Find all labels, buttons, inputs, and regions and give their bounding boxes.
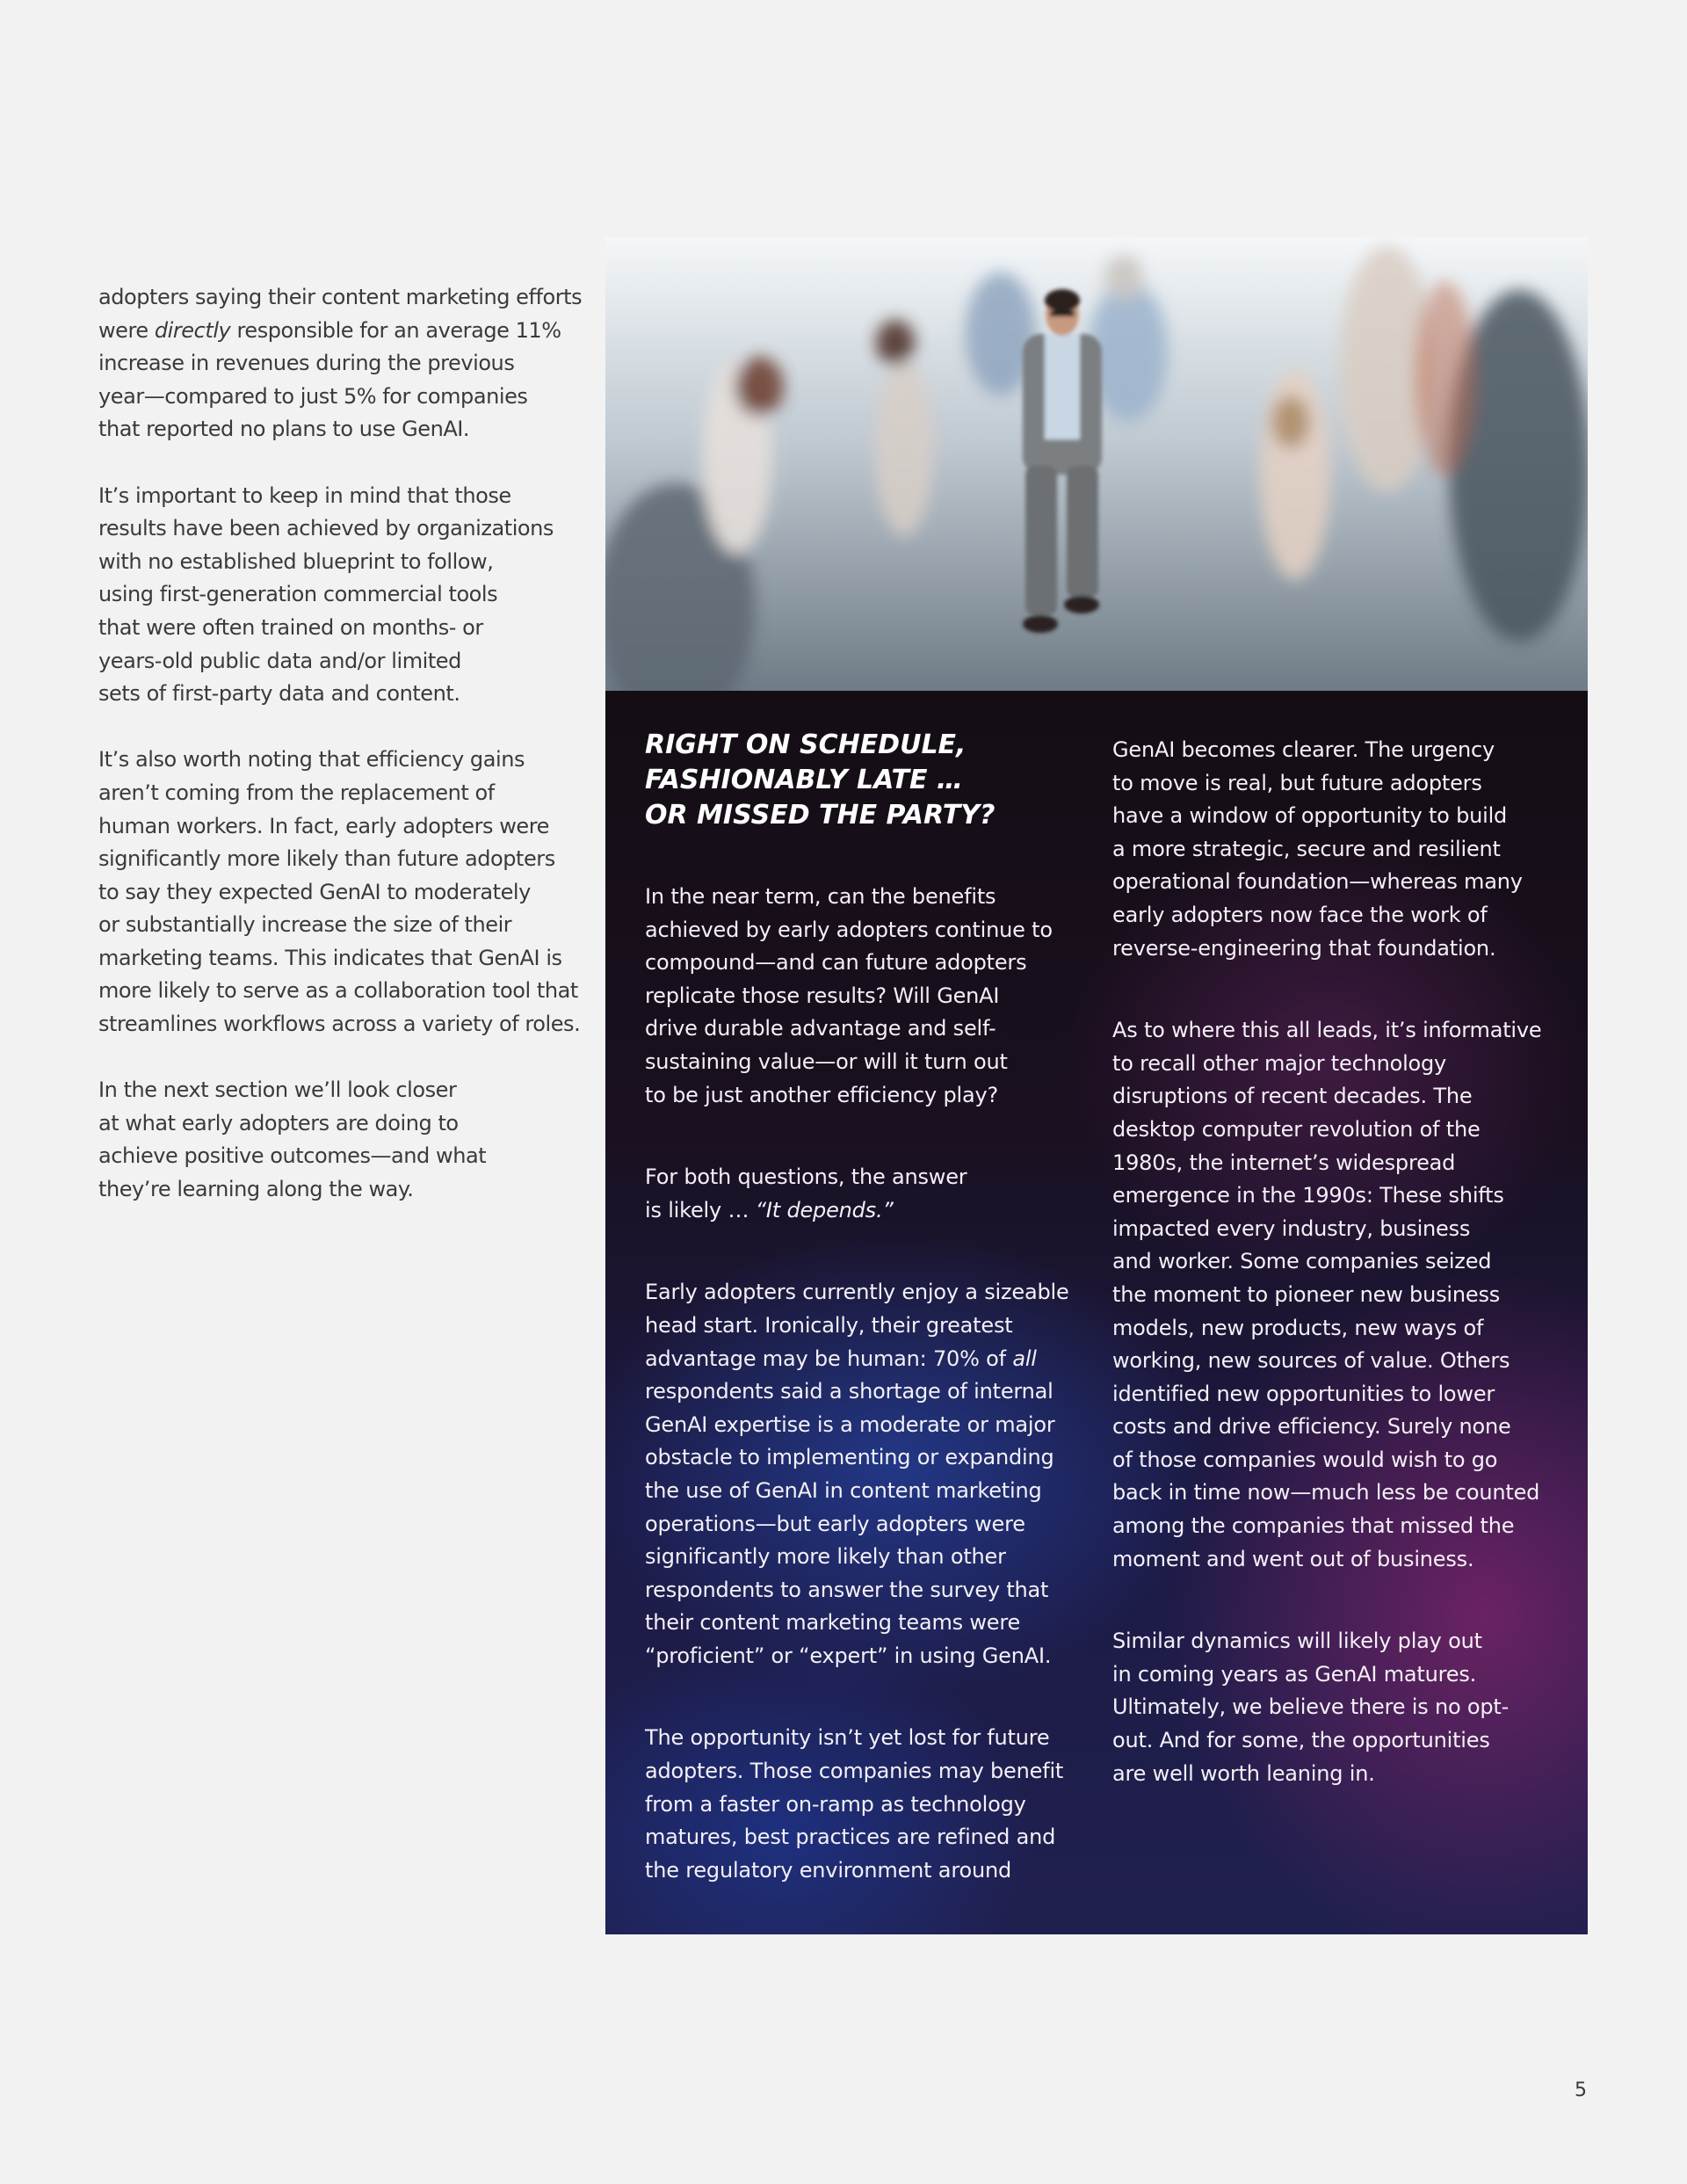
text-line: from a faster on-ramp as technology [645, 1791, 1026, 1817]
text-line: or substantially increase the size of their [98, 912, 512, 938]
left-paragraph [98, 744, 582, 1041]
text-line [645, 1194, 1075, 1228]
emphasis-text: “It depends.” [755, 1197, 894, 1223]
text-line: models, new products, new ways of [1112, 1315, 1484, 1340]
text-line [645, 1343, 1075, 1376]
emphasis-text: all [1012, 1346, 1037, 1371]
text-line: For both questions, the answer [645, 1165, 967, 1190]
panel-col1-paragraph [645, 1276, 1075, 1672]
panel-column-2 [1112, 734, 1569, 1839]
text-line: that were often trained on months- or [98, 614, 483, 640]
panel-col1-paragraph [645, 881, 1075, 1112]
text-line: results have been achieved by organizations [98, 516, 554, 541]
text-line [98, 315, 582, 348]
panel-heading [645, 728, 1075, 833]
panel-col2-paragraph [1112, 734, 1569, 965]
heading-line: RIGHT ON SCHEDULE, [645, 729, 967, 760]
panel-col1-paragraph [645, 1161, 1075, 1227]
text-line: increase in revenues during the previous [98, 351, 515, 376]
panel-col2-paragraph [1112, 1014, 1569, 1576]
text-line: a more strategic, secure and resilient [1112, 836, 1501, 861]
text-line: are well worth leaning in. [1112, 1760, 1375, 1786]
text-line: respondents said a shortage of internal [645, 1379, 1053, 1404]
text-line: using first-generation commercial tools [98, 582, 498, 607]
text-line: achieved by early adopters continue to [645, 917, 1053, 942]
text-line: In the next section we’ll look closer [98, 1077, 457, 1103]
text-line: costs and drive efficiency. Surely none [1112, 1414, 1511, 1440]
text-line: with no established blueprint to follow, [98, 548, 494, 574]
text-line: The opportunity isn’t yet lost for future [645, 1725, 1050, 1751]
text-line: early adopters now face the work of [1112, 902, 1488, 927]
text-line: drive durable advantage and self- [645, 1016, 996, 1041]
text-line: streamlines workflows across a variety of roles. [98, 1012, 581, 1037]
text-line: and worker. Some companies seized [1112, 1249, 1492, 1274]
text-line: 1980s, the internet’s widespread [1112, 1150, 1456, 1175]
text-line: out. And for some, the opportunities [1112, 1728, 1490, 1753]
left-paragraph [98, 480, 582, 711]
panel-col1-paragraph [645, 1722, 1075, 1887]
page-number: 5 [1575, 2079, 1587, 2101]
text-line: head start. Ironically, their greatest [645, 1312, 1013, 1338]
text-line: significantly more likely than other [645, 1544, 1006, 1570]
text-line: identified new opportunities to lower [1112, 1381, 1495, 1406]
text-line: to recall other major technology [1112, 1050, 1447, 1076]
text-line: achieve positive outcomes—and what [98, 1143, 487, 1169]
text-line: matures, best practices are refined and [645, 1825, 1056, 1850]
text-line: working, new sources of value. Others [1112, 1348, 1510, 1374]
text-line: have a window of opportunity to build [1112, 803, 1508, 829]
left-paragraph [98, 281, 582, 446]
panel-col2-paragraph [1112, 1625, 1569, 1790]
text-line: the moment to pioneer new business [1112, 1281, 1501, 1307]
text-line: operations—but early adopters were [645, 1511, 1025, 1536]
text-line: at what early adopters are doing to [98, 1110, 459, 1136]
text-line: moment and went out of business. [1112, 1546, 1474, 1571]
text-line: in coming years as GenAI matures. [1112, 1661, 1477, 1687]
text-line: among the companies that missed the [1112, 1513, 1515, 1539]
text-line: to move is real, but future adopters [1112, 770, 1482, 795]
left-paragraph [98, 1074, 582, 1206]
blurred-crowd-image [605, 237, 1588, 691]
text-line: disruptions of recent decades. The [1112, 1084, 1473, 1109]
text-line: to be just another efficiency play? [645, 1082, 999, 1107]
text-line: that reported no plans to use GenAI. [98, 417, 470, 442]
text-segment: responsible for an average 11% [230, 317, 561, 343]
text-line: “proficient” or “expert” in using GenAI. [645, 1643, 1052, 1668]
text-line: year—compared to just 5% for companies [98, 383, 528, 409]
text-line: Ultimately, we believe there is no opt- [1112, 1694, 1510, 1720]
text-line: human workers. In fact, early adopters were [98, 813, 549, 838]
text-line: reverse-engineering that foundation. [1112, 935, 1496, 961]
text-line: of those companies would wish to go [1112, 1447, 1498, 1472]
text-line: desktop computer revolution of the [1112, 1116, 1481, 1142]
text-line: their content marketing teams were [645, 1610, 1021, 1636]
text-line: respondents to answer the survey that [645, 1577, 1049, 1602]
text-line: aren’t coming from the replacement of [98, 780, 495, 805]
text-line: obstacle to implementing or expanding [645, 1445, 1054, 1470]
text-line: It’s important to keep in mind that those [98, 483, 511, 508]
text-line: the regulatory environment around [645, 1857, 1011, 1883]
left-text-column [98, 281, 582, 1239]
text-line: they’re learning along the way. [98, 1177, 414, 1202]
text-line: the use of GenAI in content marketing [645, 1477, 1042, 1503]
panel-column-1 [645, 728, 1075, 1934]
text-line: adopters. Those companies may benefit [645, 1759, 1064, 1784]
text-line: GenAI becomes clearer. The urgency [1112, 737, 1495, 762]
text-line: sets of first-party data and content. [98, 681, 460, 707]
text-line: to say they expected GenAI to moderately [98, 879, 531, 904]
text-line: impacted every industry, business [1112, 1215, 1471, 1241]
text-line: back in time now—much less be counted [1112, 1480, 1540, 1506]
text-line: marketing teams. This indicates that GenAI is [98, 945, 562, 970]
text-segment: were [98, 317, 155, 343]
text-line: sustaining value—or will it turn out [645, 1048, 1008, 1074]
text-line: Early adopters currently enjoy a sizeable [645, 1280, 1069, 1305]
emphasis-text: directly [154, 317, 231, 343]
text-line: significantly more likely than future adopters [98, 846, 555, 872]
info-panel [605, 691, 1588, 1934]
text-line: emergence in the 1990s: These shifts [1112, 1183, 1504, 1208]
text-line: replicate those results? Will GenAI [645, 983, 1000, 1008]
text-line: years-old public data and/or limited [98, 648, 461, 673]
text-line: more likely to serve as a collaboration tool that [98, 978, 578, 1004]
heading-line: OR MISSED THE PARTY? [645, 800, 996, 831]
text-segment: is likely … [645, 1197, 756, 1223]
heading-line: FASHIONABLY LATE … [645, 765, 963, 795]
text-line: operational foundation—whereas many [1112, 869, 1523, 895]
text-line: As to where this all leads, it’s informative [1112, 1018, 1542, 1043]
text-line: In the near term, can the benefits [645, 884, 996, 909]
text-line: It’s also worth noting that efficiency gains [98, 747, 525, 773]
text-line: compound—and can future adopters [645, 950, 1027, 976]
text-line: GenAI expertise is a moderate or major [645, 1411, 1055, 1437]
text-line: Similar dynamics will likely play out [1112, 1629, 1482, 1654]
text-segment: advantage may be human: 70% of [645, 1346, 1013, 1371]
text-line: adopters saying their content marketing efforts [98, 285, 583, 309]
hero-photo [605, 237, 1588, 691]
